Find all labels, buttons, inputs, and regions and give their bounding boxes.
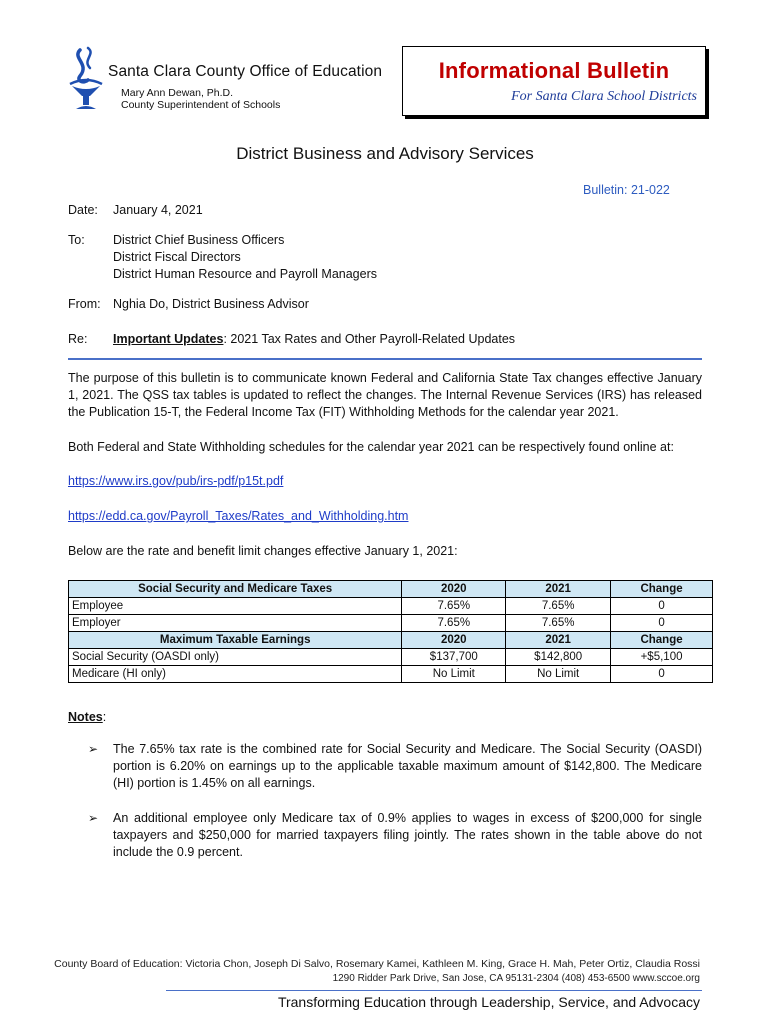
from-label: From:: [68, 297, 101, 311]
table-header-cell: 2020: [402, 632, 506, 649]
org-name: Santa Clara County Office of Education: [108, 63, 383, 80]
table-header-cell: Social Security and Medicare Taxes: [69, 581, 402, 598]
bulletin-number: Bulletin: 21-022: [583, 183, 670, 197]
table-header-row: [69, 632, 713, 649]
re-subject-rest: : 2021 Tax Rates and Other Payroll-Related Updates: [223, 332, 516, 346]
footer-board-members: County Board of Education: Victoria Chon, Joseph Di Salvo, Rosemary Kamei, Kathleen M. King, Grace H. Mah, Peter Ortiz, Claudia Rossi: [54, 958, 700, 970]
table-cell: Employer: [69, 615, 402, 632]
re-subject: [113, 332, 515, 346]
arrow-bullet-icon: ➢: [88, 811, 99, 825]
arrow-bullet-icon: ➢: [88, 742, 99, 756]
tax-rate-table: [68, 580, 713, 683]
table-header-cell: 2021: [506, 632, 611, 649]
notes-colon: :: [102, 710, 107, 724]
table-cell: 7.65%: [506, 598, 611, 615]
table-cell: 7.65%: [506, 615, 611, 632]
torch-logo-icon: [66, 46, 106, 112]
superintendent-title: County Superintendent of Schools: [121, 99, 281, 111]
note-item: The 7.65% tax rate is the combined rate for Social Security and Medicare. The Social Security (OASDI) portion is 6.20% on earnings up to the applicable taxable maximum amount of $142,800. The Medicare (HI) portion is 1.45% on all earnings.: [113, 742, 702, 790]
notes-heading: [68, 710, 106, 724]
note-item: An additional employee only Medicare tax of 0.9% applies to wages in excess of $200,000 for single taxpayers and $250,000 for married taxpayers filing jointly. The rates shown in the table above do not include the 0.9 percent.: [113, 811, 702, 859]
irs-link[interactable]: https://www.irs.gov/pub/irs-pdf/p15t.pdf: [68, 474, 284, 488]
footer-tagline: Transforming Education through Leadership, Service, and Advocacy: [277, 994, 700, 1010]
table-cell: 0: [611, 615, 713, 632]
to-recipient: District Fiscal Directors: [113, 250, 241, 264]
re-label: Re:: [68, 332, 88, 346]
re-subject-bold: Important Updates: [113, 332, 224, 346]
table-header-cell: 2020: [402, 581, 506, 598]
department-title: District Business and Advisory Services: [236, 144, 534, 163]
table-cell: 0: [611, 666, 713, 683]
table-cell: $142,800: [506, 649, 611, 666]
table-row: [69, 598, 713, 615]
rates-intro: Below are the rate and benefit limit changes effective January 1, 2021:: [68, 544, 458, 558]
to-label: To:: [68, 233, 85, 247]
to-recipient: District Chief Business Officers: [113, 233, 285, 247]
notes-label: Notes: [68, 710, 103, 724]
edd-link[interactable]: https://edd.ca.gov/Payroll_Taxes/Rates_and_Withholding.htm: [68, 509, 409, 523]
to-recipient: District Human Resource and Payroll Managers: [113, 267, 377, 281]
bulletin-banner: [402, 46, 706, 116]
table-cell: $137,700: [402, 649, 506, 666]
table-cell: No Limit: [506, 666, 611, 683]
table-row: [69, 615, 713, 632]
date-value: January 4, 2021: [113, 203, 203, 217]
table-header-cell: Change: [611, 632, 713, 649]
table-cell: Medicare (HI only): [69, 666, 402, 683]
from-value: Nghia Do, District Business Advisor: [113, 297, 309, 311]
bulletin-subtitle: For Santa Clara School Districts: [511, 89, 697, 104]
purpose-paragraph: The purpose of this bulletin is to communicate known Federal and California State Tax changes effective January 1, 2021. The QSS tax tables is updated to reflect the changes. The Internal Revenue Services (IRS) has released the Publication 15-T, the Federal Income Tax (FIT) Withholding Methods for the calendar year 2021.: [68, 371, 702, 419]
date-label: Date:: [68, 203, 98, 217]
bulletin-title: Informational Bulletin: [438, 58, 670, 83]
superintendent-block: [121, 87, 280, 111]
table-header-cell: 2021: [506, 581, 611, 598]
superintendent-name: Mary Ann Dewan, Ph.D.: [121, 87, 234, 99]
footer-address: 1290 Ridder Park Drive, San Jose, CA 95131-2304 (408) 453-6500 www.sccoe.org: [332, 973, 700, 984]
table-header-cell: Change: [611, 581, 713, 598]
section-divider: [68, 358, 702, 360]
table-cell: No Limit: [402, 666, 506, 683]
table-cell: 7.65%: [402, 598, 506, 615]
table-cell: Employee: [69, 598, 402, 615]
table-header-cell: Maximum Taxable Earnings: [69, 632, 402, 649]
table-cell: 0: [611, 598, 713, 615]
schedules-paragraph: Both Federal and State Withholding schedules for the calendar year 2021 can be respectively found online at:: [68, 440, 674, 454]
footer-divider: [166, 990, 702, 991]
table-cell: Social Security (OASDI only): [69, 649, 402, 666]
table-row: [69, 649, 713, 666]
table-header-row: [69, 581, 713, 598]
table-cell: 7.65%: [402, 615, 506, 632]
table-row: [69, 666, 713, 683]
table-cell: +$5,100: [611, 649, 713, 666]
